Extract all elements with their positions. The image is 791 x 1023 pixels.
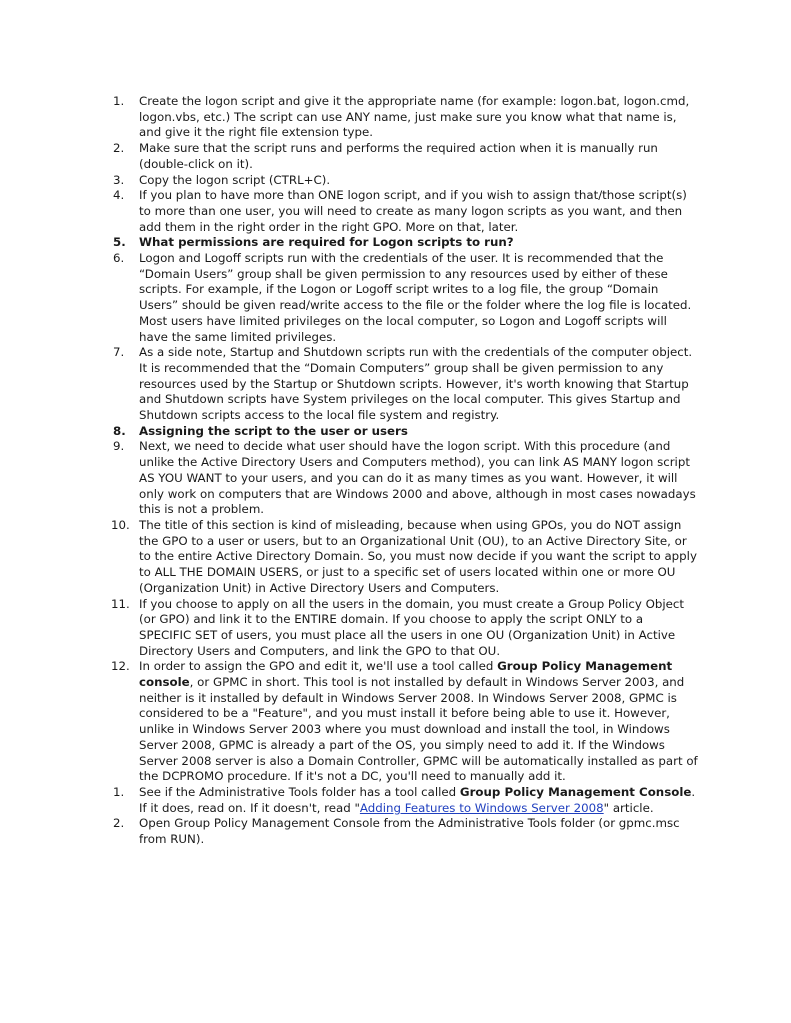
item-text: If you plan to have more than ONE logon script, and if you wish to assign that/those script(s) to more than one user, you will need to create as many logon scripts as you want, and then add them in the right order in the right GPO. More on that, later. [139, 188, 687, 234]
item-text-pre: See if the Administrative Tools folder has a tool called [139, 784, 460, 799]
list-item: 4. If you plan to have more than ONE logon script, and if you wish to assign that/those script(s) to more than one user, you will need to create as many logon scripts as you want, and then add them in the right order in the right GPO. More on that, later. [113, 188, 687, 234]
adding-features-link[interactable]: Adding Features to Windows Server 2008 [359, 800, 604, 815]
item-text: If you choose to apply on all the users in the domain, you must create a Group Policy Object (or GPO) and link it to the ENTIRE domain. If you choose to apply the script ONLY to a SPECIFIC SET of users, you must place all the users in one OU (Organization Unit) in Active Directory Users and Computers, and link the GPO to that OU. [139, 596, 685, 658]
item-text-mid: . If it does, read on. If it doesn't, read " [139, 784, 696, 815]
section-heading-assigning: 8. Assigning the script to the user or users [113, 423, 408, 438]
list-item: 1. Create the logon script and give it the appropriate name (for example: logon.bat, logon.cmd, logon.vbs, etc.) The script can use ANY name, just make sure you know what that name is, and give it the right file extension type. [113, 94, 690, 140]
item-text: As a side note, Startup and Shutdown scripts run with the credentials of the computer object. It is recommended that the “Domain Computers” group shall be given permission to any resources used by the Startup or Shutdown scripts. However, it's worth knowing that Startup and Shutdown scripts have System privileges on the local computer. This gives Startup and Shutdown scripts access to the local file system and registry. [139, 345, 693, 423]
list-item: 2. Open Group Policy Management Console from the Administrative Tools folder (or gpmc.msc from RUN). [113, 816, 680, 847]
item-text: Open Group Policy Management Console from the Administrative Tools folder (or gpmc.msc from RUN). [139, 816, 680, 847]
item-text: Next, we need to decide what user should have the logon script. With this procedure (and unlike the Active Directory Users and Computers method), you can link AS MANY logon script AS YOU WANT to your users, and you can do it as many times as you want. However, it will only work on computers that are Windows 2000 and above, although in most cases nowadays this is not a problem. [139, 439, 696, 517]
list-item: 1. See if the Administrative Tools folder has a tool called Group Policy Management Console. If it does, read on. If it doesn't, read "Adding Features to Windows Server 2008" article. [113, 784, 696, 815]
item-text: Make sure that the script runs and performs the required action when it is manually run (double-click on it). [139, 141, 658, 171]
list-item: 10. The title of this section is kind of misleading, because when using GPOs, you do NOT assign the GPO to a user or users, but to an Organizational Unit (OU), to an Active Directory Site, or to the entire Active Directory Domain. So, you must now decide if you want the script to apply to ALL THE DOMAIN USERS, or just to a specific set of users located within one or more OU (Organization Unit) in Active Directory Users and Computers. [111, 517, 697, 595]
item-text-post: , or GPMC in short. This tool is not installed by default in Windows Server 2003, and neither is it installed by default in Windows Server 2008. In Windows Server 2008, GPMC is considered to be a "Feature", and you must install it before being able to use it. However, unlike in Windows Server 2003 where you must download and install the tool, in Windows Server 2008, GPMC is already a part of the OS, you simply need to add it. If the Windows Server 2008 server is also a Domain Controller, GPMC will be automatically installed as part of the DCPROMO procedure. If it's not a DC, you'll need to manually add it. [139, 675, 698, 784]
item-text: What permissions are required for Logon scripts to run? [139, 235, 514, 250]
item-text: Copy the logon script (CTRL+C). [139, 172, 331, 187]
item-text: The title of this section is kind of misleading, because when using GPOs, you do NOT assign the GPO to a user or users, but to an Organizational Unit (OU), to an Active Directory Site, or to the entire Active Directory Domain. So, you must now decide if you want the script to apply to ALL THE DOMAIN USERS, or just to a specific set of users located within one or more OU (Organization Unit) in Active Directory Users and Computers. [139, 517, 697, 595]
list-item: 2. Make sure that the script runs and performs the required action when it is manually run (double-click on it). [113, 141, 658, 171]
item-text: Logon and Logoff scripts run with the credentials of the user. It is recommended that the “Domain Users” group shall be given permission to any resources used by either of these scripts. For example, if the Logon or Logoff script writes to a log file, the group “Domain Users” should be given read/write access to the file or the folder where the log file is located. Most users have limited privileges on the local computer, so Logon and Logoff scripts will have the same limited privileges. [139, 251, 692, 344]
list-item: 9. Next, we need to decide what user should have the logon script. With this procedure (and unlike the Active Directory Users and Computers method), you can link AS MANY logon script AS YOU WANT to your users, and you can do it as many times as you want. However, it will only work on computers that are Windows 2000 and above, although in most cases nowadays this is not a problem. [113, 439, 696, 517]
item-text-pre: In order to assign the GPO and edit it, we'll use a tool called [139, 659, 498, 674]
item-text-post: " article. [603, 800, 654, 815]
item-text: Create the logon script and give it the appropriate name (for example: logon.bat, logon.cmd, logon.vbs, etc.) The script can use ANY name, just make sure you know what that name is, and give it the right file extension type. [139, 94, 690, 140]
item-text: Assigning the script to the user or users [139, 423, 408, 438]
list-item: 7. As a side note, Startup and Shutdown scripts run with the credentials of the computer object. It is recommended that the “Domain Computers” group shall be given permission to any resources used by the Startup or Shutdown scripts. However, it's worth knowing that Startup and Shutdown scripts have System privileges on the local computer. This gives Startup and Shutdown scripts access to the local file system and registry. [113, 345, 693, 423]
gpmc-bold-name: Group Policy Management Console [459, 784, 692, 799]
instruction-list [111, 94, 699, 848]
section-heading-permissions: 5. What permissions are required for Logon scripts to run? [113, 235, 514, 250]
list-item: 12. In order to assign the GPO and edit it, we'll use a tool called Group Policy Management console, or GPMC in short. This tool is not installed by default in Windows Server 2003, and neither is it installed by default in Windows Server 2008. In Windows Server 2008, GPMC is considered to be a "Feature", and you must install it before being able to use it. However, unlike in Windows Server 2003 where you must download and install the tool, in Windows Server 2008, GPMC is already a part of the OS, you simply need to add it. If the Windows Server 2008 server is also a Domain Controller, GPMC will be automatically installed as part of the DCPROMO procedure. If it's not a DC, you'll need to manually add it. [111, 659, 698, 784]
gpmc-bold-name: Group Policy Management console [139, 659, 673, 690]
list-item: 3. Copy the logon script (CTRL+C). [113, 172, 331, 187]
list-item: 11. If you choose to apply on all the users in the domain, you must create a Group Policy Object (or GPO) and link it to the ENTIRE domain. If you choose to apply the script ONLY to a SPECIFIC SET of users, you must place all the users in one OU (Organization Unit) in Active Directory Users and Computers, and link the GPO to that OU. [111, 596, 685, 658]
list-item: 6. Logon and Logoff scripts run with the credentials of the user. It is recommended that the “Domain Users” group shall be given permission to any resources used by either of these scripts. For example, if the Logon or Logoff script writes to a log file, the group “Domain Users” should be given read/write access to the file or the folder where the log file is located. Most users have limited privileges on the local computer, so Logon and Logoff scripts will have the same limited privileges. [113, 251, 692, 344]
